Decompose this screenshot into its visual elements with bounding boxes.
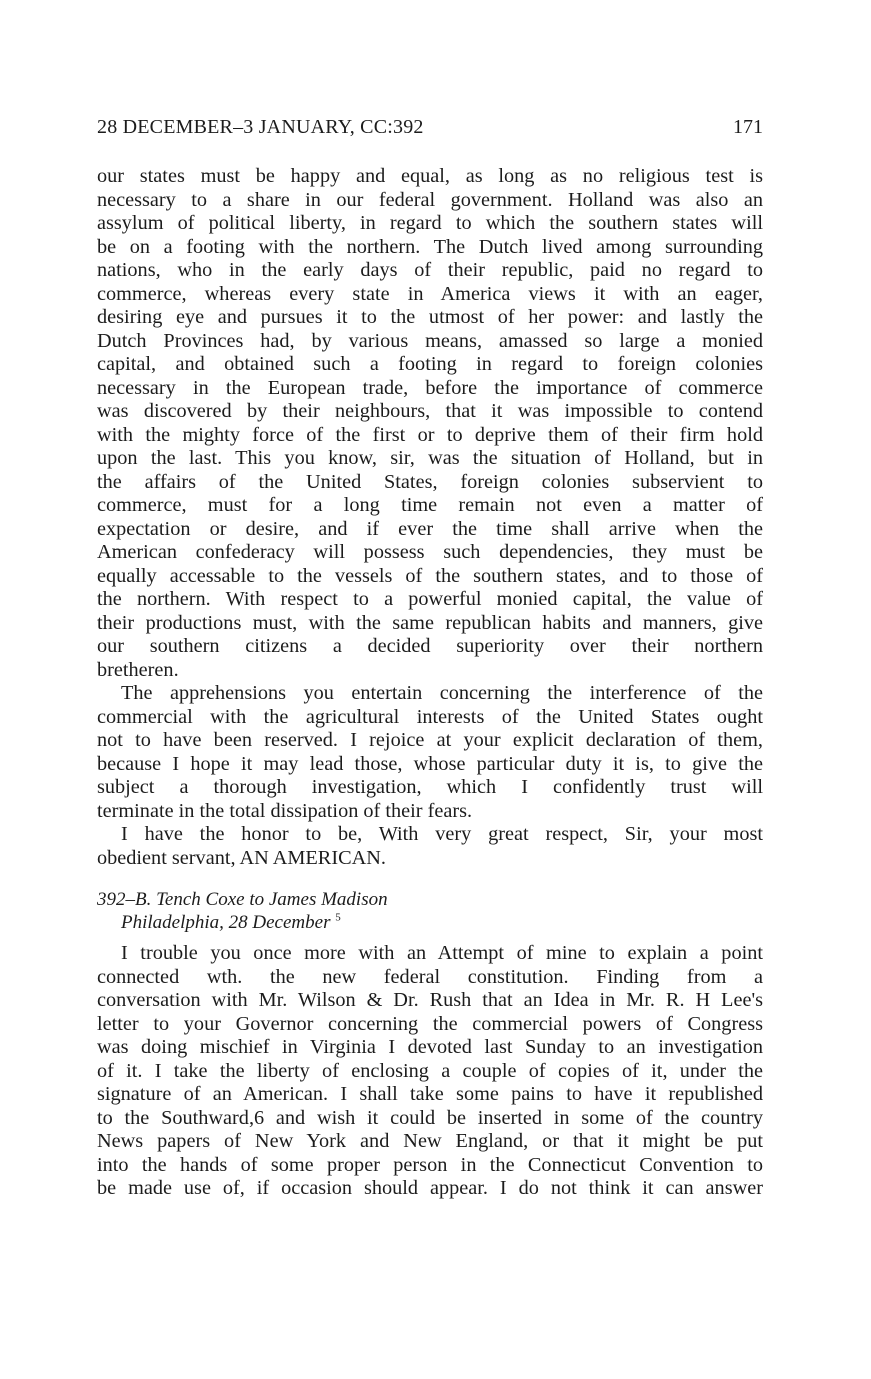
text-line: expectation or desire, and if ever the time shall arrive when the: [97, 517, 763, 540]
text-line: equally accessable to the vessels of the southern states, and to those of: [97, 564, 763, 587]
text-line: obedient servant, AN AMERICAN.: [97, 846, 386, 869]
text-line: the affairs of the United States, foreign colonies subservient to: [97, 470, 763, 493]
text-line: connected wth. the new federal constitution. Finding from a: [97, 965, 763, 988]
text-line: was doing mischief in Virginia I devoted last Sunday to an investigation: [97, 1036, 763, 1058]
text-line: The apprehensions you entertain concerning the interference of the: [121, 682, 763, 704]
text-line: with the mighty force of the first or to deprive them of their firm hold: [97, 423, 763, 446]
text-line: our states must be happy and equal, as long as no religious test is: [97, 165, 763, 187]
text-line: desiring eye and pursues it to the utmost of her power: and lastly the: [97, 306, 763, 328]
text-line: the northern. With respect to a powerful monied capital, the value of: [97, 588, 763, 610]
text-line: I trouble you once more with an Attempt of mine to explain a point: [121, 942, 763, 964]
running-head-title: 28 DECEMBER–3 JANUARY, CC:392: [97, 116, 424, 138]
text-line: necessary in the European trade, before the importance of commerce: [97, 376, 763, 399]
letter-body-text: [97, 165, 763, 870]
text-line: conversation with Mr. Wilson & Dr. Rush that an Idea in Mr. R. H Lee's: [97, 989, 763, 1011]
text-line: upon the last. This you know, sir, was the situation of Holland, but in: [97, 447, 763, 469]
page-number: 171: [733, 116, 763, 138]
text-line: capital, and obtained such a footing in regard to foreign colonies: [97, 353, 763, 375]
text-line: signature of an American. I shall take some pains to have it republished: [97, 1083, 763, 1105]
text-line: be made use of, if occasion should appear. I do not think it can answer: [97, 1177, 763, 1199]
text-line: American confederacy will possess such dependencies, they must be: [97, 541, 763, 563]
text-line: because I hope it may lead those, whose particular duty it is, to give the: [97, 752, 763, 775]
text-line: their productions must, with the same republican habits and manners, give: [97, 611, 763, 634]
text-line: subject a thorough investigation, which I confidently trust will: [97, 776, 763, 798]
text-line: News papers of New York and New England, or that it might be put: [97, 1130, 763, 1152]
text-line: not to have been reserved. I rejoice at your explicit declaration of them,: [97, 729, 763, 751]
text-line: was discovered by their neighbours, that it was impossible to contend: [97, 400, 763, 422]
text-line: letter to your Governor concerning the commercial powers of Congress: [97, 1012, 763, 1035]
text-line: terminate in the total dissipation of their fears.: [97, 799, 473, 822]
footnote-ref-5: 5: [335, 911, 341, 924]
section-place-date: [97, 911, 763, 934]
text-line: to the Southward,6 and wish it could be inserted in some of the country: [97, 1106, 763, 1129]
text-line: assylum of political liberty, in regard to which the southern states will: [97, 212, 763, 234]
text-line: commercial with the agricultural interests of the United States ought: [97, 705, 763, 728]
text-line: commerce, whereas every state in America views it with an eager,: [97, 282, 763, 305]
text-line: our southern citizens a decided superiority over their northern: [97, 635, 763, 657]
text-line: into the hands of some proper person in the Connecticut Convention to: [97, 1153, 763, 1176]
text-line: of it. I take the liberty of enclosing a couple of copies of it, under the: [97, 1059, 763, 1082]
text-line: necessary to a share in our federal government. Holland was also an: [97, 188, 763, 211]
text-line: I have the honor to be, With very great respect, Sir, your most: [121, 823, 763, 845]
text-line: commerce, must for a long time remain not even a matter of: [97, 494, 763, 516]
text-line: nations, who in the early days of their republic, paid no regard to: [97, 259, 763, 281]
running-head: [97, 116, 763, 146]
text-line: bretheren.: [97, 658, 179, 681]
section-title: 392–B. Tench Coxe to James Madison: [97, 889, 388, 910]
text-line: Dutch Provinces had, by various means, amassed so large a monied: [97, 329, 763, 352]
text-line: be on a footing with the northern. The Dutch lived among surrounding: [97, 235, 763, 258]
section-heading: [97, 888, 763, 934]
section-place-date-text: Philadelphia, 28 December: [121, 912, 331, 933]
coxe-letter-text: [97, 942, 763, 1201]
